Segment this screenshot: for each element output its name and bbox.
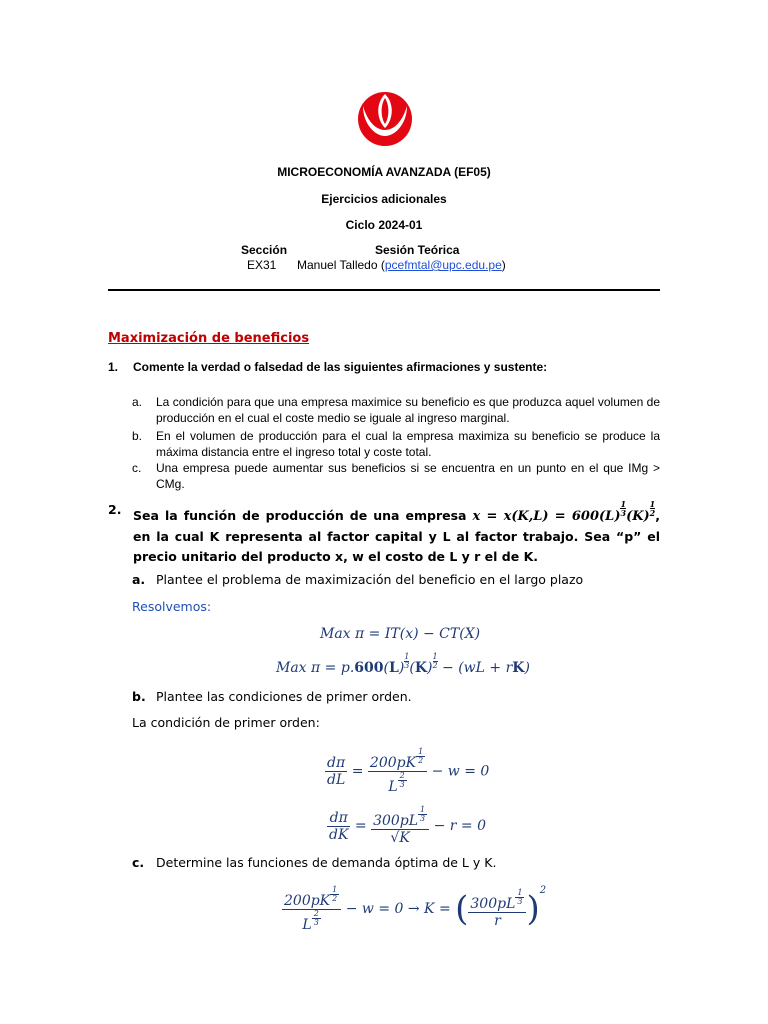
- course-title: MICROECONOMÍA AVANZADA (EF05): [277, 165, 491, 179]
- profit-equation-1: Max π = IT(x) − CT(X): [320, 626, 481, 642]
- item-text: En el volumen de producción para el cual la empresa maximiza su beneficio se produce la máxima distancia entre el ingreso total y coste total.: [156, 429, 660, 459]
- profit-equation-2: Max π = p.600(L) $\frac{1}{3}$ (K) $\frac{1}{2}$ − (wL + rK): [276, 652, 530, 676]
- demand-equation: 200pK $\frac{1}{2}$ L $\frac{2}{3}$ − w = 0 → K = ( 300pL $\frac{1}{3}$ r )$^2$: [284, 884, 547, 933]
- email-link[interactable]: pcefmtal@upc.edu.pe: [384, 258, 502, 272]
- item-label: c.: [132, 461, 142, 475]
- question-text: Comente la verdad o falsedad de las siguientes afirmaciones y sustente:: [133, 360, 548, 374]
- question-2: [108, 500, 660, 564]
- session-label: Sesión Teórica: [375, 243, 460, 257]
- foc-equation-K: $\frac{d\pi}{dK}$ = 300pL $\frac{1}{3}$ √K − r = 0: [329, 805, 487, 846]
- list-item: [132, 394, 684, 426]
- sub-text: Plantee el problema de maximización del beneficio en el largo plazo: [156, 572, 584, 587]
- foc-intro: La condición de primer orden:: [132, 715, 320, 730]
- doc-subtitle: Ejercicios adicionales: [321, 192, 447, 206]
- list-item: [132, 428, 684, 460]
- item-label: b.: [132, 429, 143, 443]
- subquestion-a: [132, 572, 652, 590]
- subquestion-b: [132, 689, 652, 707]
- item-label: a.: [132, 395, 143, 409]
- instructor-line: [297, 258, 506, 272]
- close-paren: ): [501, 258, 506, 272]
- resolvemos-label: Resolvemos:: [132, 599, 212, 614]
- question-number: 1.: [108, 360, 119, 374]
- section-value: EX31: [247, 258, 277, 272]
- foc-equation-L: $\frac{d\pi}{dL}$ = 200pK $\frac{1}{2}$ L $\frac{2}{3}$ − w = 0: [327, 747, 490, 795]
- divider: [108, 289, 660, 291]
- sub-text: Plantee las condiciones de primer orden.: [156, 689, 412, 704]
- sub-text: Determine las funciones de demanda óptima de L y K.: [156, 855, 497, 870]
- subquestion-c: [132, 855, 652, 873]
- production-function: x = x(K,L) = 600(L) $\frac{1}{3}$ (K) $\frac{1}{2}$: [472, 499, 656, 524]
- q2-text-before: Sea la función de producción de una empresa: [133, 508, 467, 523]
- instructor-name: Manuel Talledo (: [297, 258, 385, 272]
- q2-text-after: , en la cual K representa al factor capital y L al factor trabajo. Sea “p” el precio unitario del producto x, w el costo de L y r el de K.: [133, 508, 660, 564]
- item-text: La condición para que una empresa maximice su beneficio es que produzca aquel volumen de producción en el cual el coste medio se iguale al ingreso marginal.: [156, 395, 660, 425]
- cycle: Ciclo 2024-01: [345, 218, 423, 232]
- section-label: Sección: [241, 243, 288, 257]
- question-number: 2.: [108, 502, 122, 517]
- sub-label: b.: [132, 689, 146, 704]
- upc-logo: [349, 88, 421, 148]
- sub-label: c.: [132, 855, 145, 870]
- section-title: Maximización de beneficios: [108, 331, 310, 346]
- sub-label: a.: [132, 572, 146, 587]
- item-text: Una empresa puede aumentar sus beneficios si se encuentra en un punto en el que IMg > CMg.: [156, 461, 660, 491]
- question-1-title: [108, 360, 547, 374]
- list-item: [132, 460, 684, 491]
